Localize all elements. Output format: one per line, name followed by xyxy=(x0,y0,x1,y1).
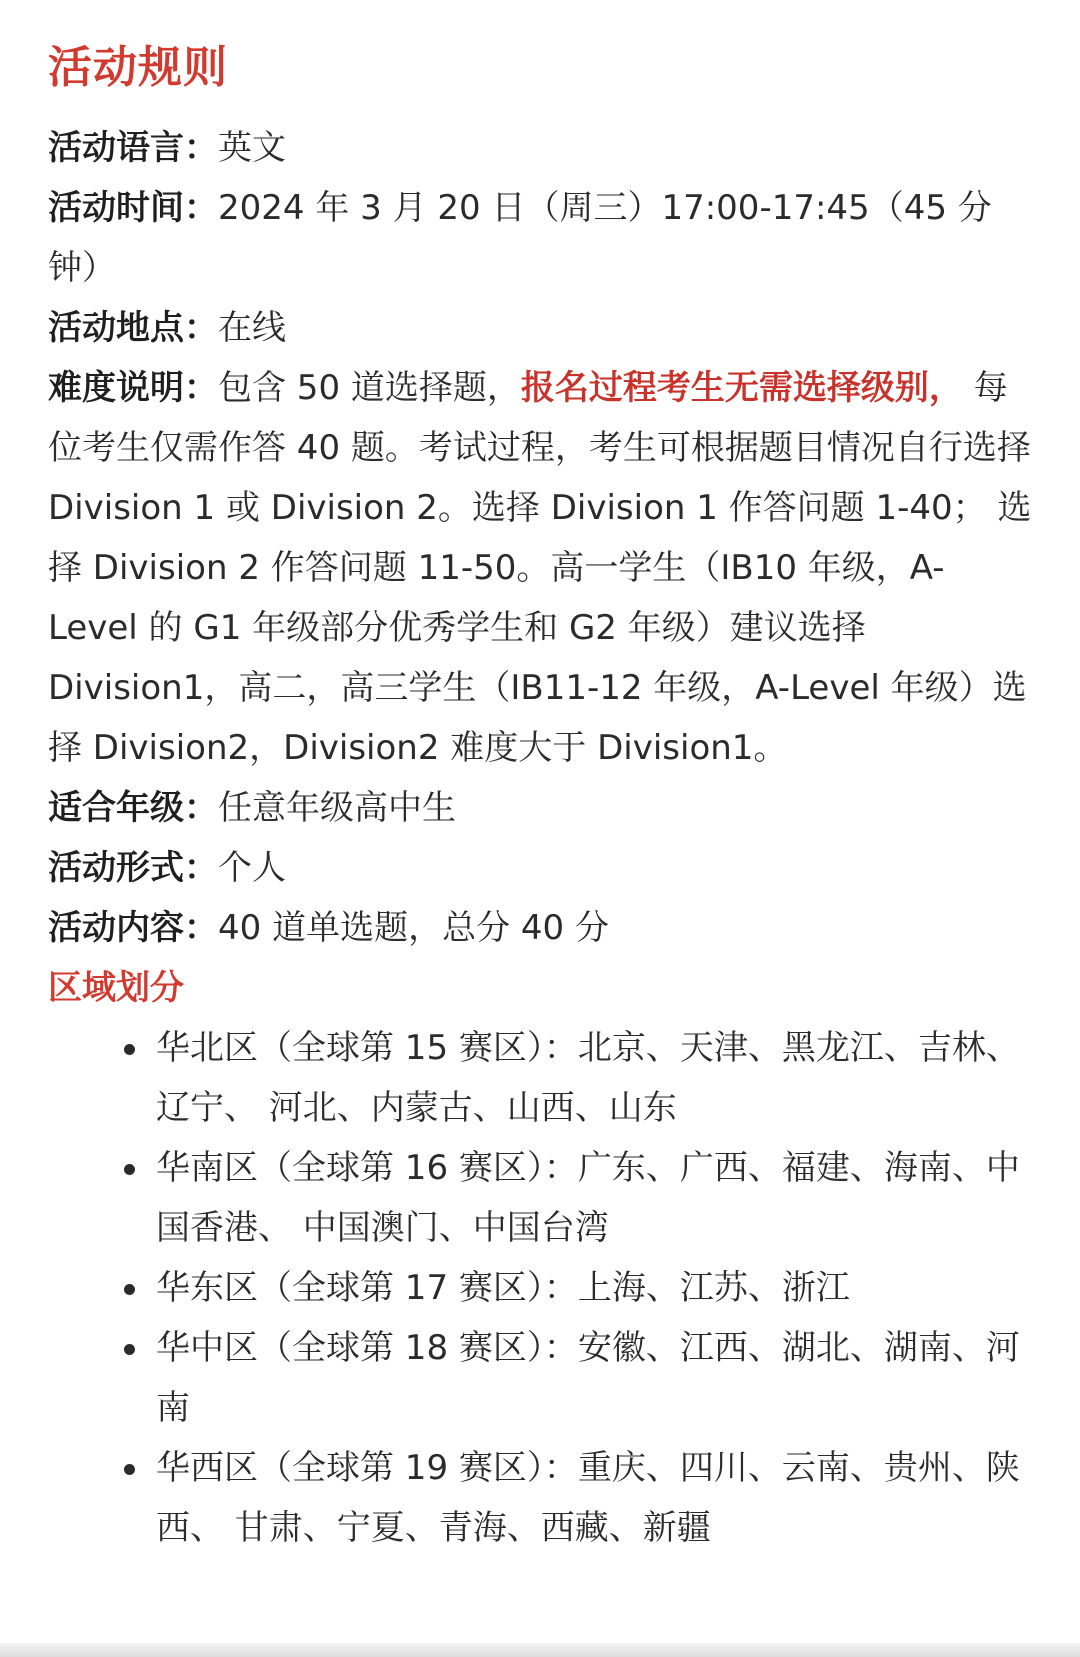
rule-format-key: 活动形式： xyxy=(48,848,218,888)
region-item-east: 华东区（全球第 17 赛区）：上海、江苏、浙江 xyxy=(156,1258,1032,1318)
rule-language xyxy=(48,118,1032,178)
rule-difficulty-highlight: 报名过程考生无需选择级别， xyxy=(520,368,963,408)
rule-format-value: 个人 xyxy=(218,848,286,888)
rule-grade xyxy=(48,778,1032,838)
rule-language-key: 活动语言： xyxy=(48,128,218,168)
rule-difficulty-before: 包含 50 道选择题， xyxy=(218,368,521,408)
rule-location-value: 在线 xyxy=(218,308,286,348)
rule-difficulty-key: 难度说明： xyxy=(48,368,218,408)
regions-title: 区域划分 xyxy=(48,968,184,1008)
rule-content xyxy=(48,898,1032,958)
region-item-central: 华中区（全球第 18 赛区）：安徽、江西、湖北、湖南、河南 xyxy=(156,1318,1032,1438)
bottom-edge xyxy=(0,1643,1080,1657)
rule-location-key: 活动地点： xyxy=(48,308,218,348)
rule-grade-key: 适合年级： xyxy=(48,788,218,828)
region-item-north: 华北区（全球第 15 赛区）：北京、天津、黑龙江、吉林、辽宁、 河北、内蒙古、山西、山东 xyxy=(156,1018,1032,1138)
rule-language-value: 英文 xyxy=(218,128,286,168)
rule-location xyxy=(48,298,1032,358)
rule-content-value: 40 道单选题，总分 40 分 xyxy=(218,908,609,948)
regions-list xyxy=(48,1018,1032,1558)
page-title: 活动规则 xyxy=(48,42,228,93)
region-item-south: 华南区（全球第 16 赛区）：广东、广西、福建、海南、中国香港、 中国澳门、中国台湾 xyxy=(156,1138,1032,1258)
rule-time-key: 活动时间： xyxy=(48,188,218,228)
rule-content-key: 活动内容： xyxy=(48,908,218,948)
rule-grade-value: 任意年级高中生 xyxy=(218,788,456,828)
region-item-west: 华西区（全球第 19 赛区）：重庆、四川、云南、贵州、陕西、 甘肃、宁夏、青海、西藏、新疆 xyxy=(156,1438,1032,1558)
rule-time xyxy=(48,178,1032,298)
rule-format xyxy=(48,838,1032,898)
rule-difficulty-after: 每位考生仅需作答 40 题。考试过程，考生可根据题目情况自行选择 Division 1 或 Division 2。选择 Division 1 作答问题 1-40； 选择 Division 2 作答问题 11-50。高一学生（IB10 年级，A-Level 的 G1 年级部分优秀学生和 G2 年级）建议选择 Division1，高二，高三学生（IB11-12 年级，A-Level 年级）选择 Division2，Division2 难度大于 Division1。 xyxy=(48,368,1032,768)
rule-time-value: 2024 年 3 月 20 日（周三）17:00-17:45（45 分钟） xyxy=(48,188,992,288)
rule-difficulty xyxy=(48,358,1032,778)
